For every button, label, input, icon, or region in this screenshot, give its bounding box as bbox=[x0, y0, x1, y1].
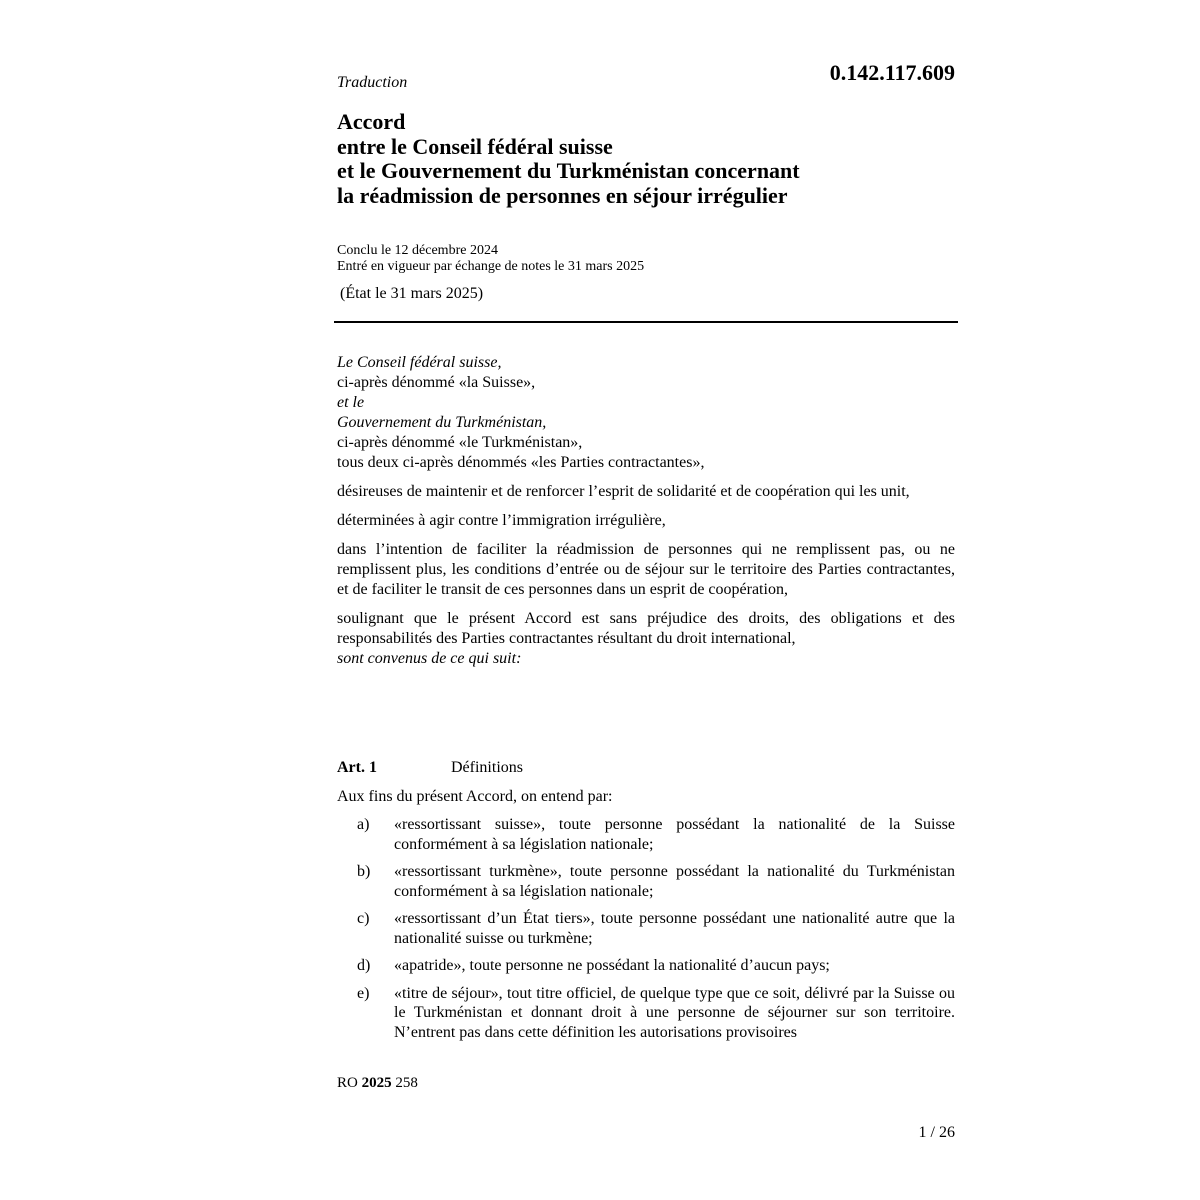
header-divider bbox=[334, 321, 958, 323]
item-letter: a) bbox=[357, 816, 370, 833]
list-item bbox=[337, 909, 955, 948]
item-text: «apatride», toute personne ne possédant la nationalité d’aucun pays; bbox=[394, 957, 830, 974]
preamble bbox=[337, 353, 955, 669]
party2-name: Gouvernement du Turkménistan, bbox=[337, 414, 547, 431]
page-content bbox=[337, 0, 957, 1200]
title-line-2: entre le Conseil fédéral suisse bbox=[337, 133, 613, 159]
definitions-list bbox=[337, 815, 955, 1050]
traduction-label: Traduction bbox=[337, 74, 408, 91]
article-title: Définitions bbox=[451, 759, 523, 776]
party1-name: Le Conseil fédéral suisse, bbox=[337, 354, 502, 371]
title-line-1: Accord bbox=[337, 109, 406, 134]
ro-prefix: RO bbox=[337, 1075, 358, 1091]
title-line-3: et le Gouvernement du Turkménistan concernant bbox=[337, 158, 800, 183]
list-item bbox=[337, 815, 955, 854]
article-1-intro: Aux fins du présent Accord, on entend par: bbox=[337, 788, 613, 805]
item-text: «ressortissant d’un État tiers», toute personne possédant une nationalité autre que la nationalité suisse ou turkmène; bbox=[394, 910, 955, 947]
item-letter: c) bbox=[357, 910, 370, 927]
preamble-paragraph-4: soulignant que le présent Accord est sans préjudice des droits, des obligations et des responsabilités des Parties contractantes résultant du droit international, bbox=[337, 610, 955, 647]
conjunction: et le bbox=[337, 394, 365, 411]
preamble-paragraph-1: désireuses de maintenir et de renforcer l’esprit de solidarité et de coopération qui les unit, bbox=[337, 483, 910, 500]
document-title bbox=[337, 110, 957, 208]
ro-year: 2025 bbox=[361, 1075, 392, 1091]
preamble-paragraph-3: dans l’intention de faciliter la réadmission de personnes qui ne remplissent pas, ou ne remplissent plus, les conditions d’entrée ou de séjour sur le territoire des Parties contractantes, et de faciliter le transit de ces personnes dans un esprit de coopération, bbox=[337, 541, 955, 598]
item-letter: e) bbox=[357, 984, 370, 1002]
article-1-heading bbox=[337, 758, 523, 778]
page-number: 1 / 26 bbox=[918, 1124, 955, 1141]
party2-description: ci-après dénommé «le Turkménistan», bbox=[337, 434, 583, 451]
list-item bbox=[337, 984, 955, 1043]
list-item bbox=[337, 862, 955, 901]
title-line-4: la réadmission de personnes en séjour irrégulier bbox=[337, 182, 788, 208]
preamble-closing: sont convenus de ce qui suit: bbox=[337, 650, 522, 667]
ro-page: 258 bbox=[395, 1075, 418, 1091]
parties-description: tous deux ci-après dénommés «les Parties contractantes», bbox=[337, 454, 705, 471]
item-letter: d) bbox=[357, 957, 371, 974]
article-number: Art. 1 bbox=[337, 759, 377, 776]
preamble-paragraph-2: déterminées à agir contre l’immigration irrégulière, bbox=[337, 512, 666, 529]
official-compilation-reference bbox=[337, 1075, 418, 1092]
dates-block bbox=[337, 243, 644, 275]
item-text: «titre de séjour», tout titre officiel, de quelque type que ce soit, délivré par la Suisse ou le Turkménistan et donnant droit à une personne de séjourner sur son territoire. N’entrent pas dans cette définition les autorisations provisoires bbox=[394, 984, 955, 1041]
item-text: «ressortissant turkmène», toute personne possédant la nationalité du Turkménistan conformément à sa législation nationale; bbox=[394, 863, 955, 900]
systematic-number: 0.142.117.609 bbox=[829, 60, 955, 85]
status-date: (État le 31 mars 2025) bbox=[340, 285, 484, 302]
party1-description: ci-après dénommé «la Suisse», bbox=[337, 374, 536, 391]
item-text: «ressortissant suisse», toute personne possédant la nationalité de la Suisse conformément à sa législation nationale; bbox=[394, 816, 955, 853]
entry-into-force-date: Entré en vigueur par échange de notes le 31 mars 2025 bbox=[337, 259, 645, 274]
item-letter: b) bbox=[357, 863, 371, 880]
list-item bbox=[337, 956, 955, 976]
conclusion-date: Conclu le 12 décembre 2024 bbox=[337, 243, 498, 258]
